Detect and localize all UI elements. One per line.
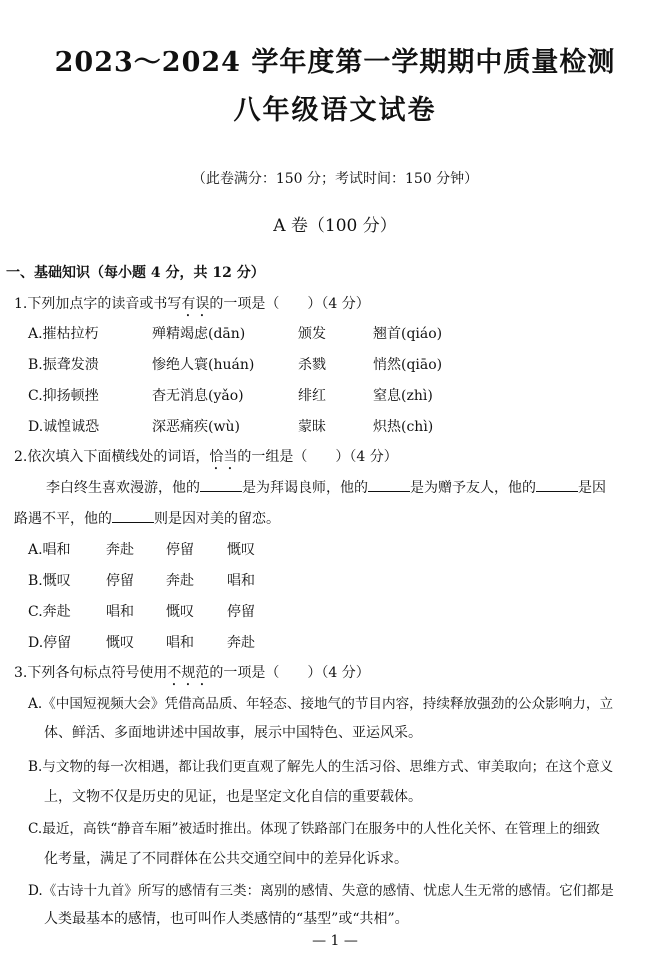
q3-option-c-line2: 化考量，满足了不同群体在公共交通空间中的差异化诉求。 [44,851,408,867]
q3-emphasis: 不规范 [167,665,210,681]
blank-2 [368,479,410,492]
blank-4 [112,510,154,523]
q3-stem: 3.下列各句标点符号使用不规范的一项是（ ）（4 分） [14,665,370,681]
q1-stem: 1.下列加点字的读音或书写有误的一项是（ ）（4 分） [14,296,370,312]
blank-3 [536,479,578,492]
page-number: — 1 — [312,933,358,949]
q2-passage-line1: 李白终生喜欢漫游，他的 是为拜谒良师，他的 是为赠予友人，他的 是因 [46,480,606,496]
blank-1 [200,479,242,492]
part1-heading: 一、基础知识（每小题 4 分，共 12 分） [6,265,265,281]
exam-info: （此卷满分：150 分；考试时间：150 分钟） [191,171,479,187]
exam-page: 2023～2024 学年度第一学期期中质量检测 八年级语文试卷 （此卷满分：150 分；考试时间：150 分钟） A 卷（100 分） 一、基础知识（每小题 4 分，共 12 分） 1.下列加点字的读音或书写有误的一项是（ ）（4 分） A.摧枯拉朽 殚精竭虑(dān) 颁发 翘首(qiáo) B.振聋发溃 惨绝人寰(huán) 杀戮 悄然(qiāo) C.抑扬顿挫 杳无消息(yǎo) 绯红 窒息(zhì) D.诚惶诚恐 深恶痛疾(wù) 蒙昧 炽热(chì) 2.依次填入下面横线处的词语，恰当的一组是（ ）（4 分） 李白终生喜欢漫游，他的 是为拜谒良师，他的 是为赠予友人，他的 是因 路遇不平，他的 则是因对美的留恋。 A.唱和 奔赴 停留 慨叹 B.慨叹 停留 奔赴 唱和 C.奔赴 唱和 慨叹 停留 D.停留 慨叹 唱和 奔赴 3.下列各句标点符号使用不规范的一项是（ ）（4 分） A.《中国短视频大会》凭借高品质、年轻态、接地气的节目内容，持续释放强劲的公众影响力，立 体、鲜活、多面地讲述中国故事，展示中国特色、亚运风采。 B.与文物的每一次相遇，都让我们更直观了解先人的生活习俗、思维方式、审美取向；在这个意义 上，文物不仅是历史的见证，也是坚定文化自信的重要载体。 C.最近，高铁“静音车厢”被适时推出。体现了铁路部门在服务中的人性化关怀、在管理上的细致 化考量，满足了不同群体在公共交通空间中的差异化诉求。 D.《古诗十九首》所写的感情有三类：离别的感情、失意的感情、忧虑人生无常的感情。它们都是 人类最基本的感情，也可叫作人类感情的“基型”或“共相”。 — 1 — [0,0,670,961]
q3-option-a-line1: A.《中国短视频大会》凭借高品质、年轻态、接地气的节目内容，持续释放强劲的公众影响力，立 [28,696,614,712]
section-title: A 卷（100 分） [273,216,397,236]
exam-subtitle: 八年级语文试卷 [233,95,437,126]
q3-option-c-line1: C.最近，高铁“静音车厢”被适时推出。体现了铁路部门在服务中的人性化关怀、在管理上的细致 [28,821,600,837]
q2-passage-line2: 路遇不平，他的 则是因对美的留恋。 [14,511,280,527]
q1-emphasis: 有误 [181,296,210,312]
exam-title: 2023～2024 学年度第一学期期中质量检测 [54,47,616,78]
q3-option-b-line2: 上，文物不仅是历史的见证，也是坚定文化自信的重要载体。 [44,789,422,805]
q3-option-a-line2: 体、鲜活、多面地讲述中国故事，展示中国特色、亚运风采。 [44,725,422,741]
q3-option-d-line2: 人类最基本的感情，也可叫作人类感情的“基型”或“共相”。 [44,911,409,927]
q2-emphasis: 恰当 [209,449,238,465]
q3-option-d-line1: D.《古诗十九首》所写的感情有三类：离别的感情、失意的感情、忧虑人生无常的感情。它们都是 [28,883,614,899]
q2-stem: 2.依次填入下面横线处的词语，恰当的一组是（ ）（4 分） [14,449,398,465]
q3-option-b-line1: B.与文物的每一次相遇，都让我们更直观了解先人的生活习俗、思维方式、审美取向；在这个意义 [28,759,614,775]
